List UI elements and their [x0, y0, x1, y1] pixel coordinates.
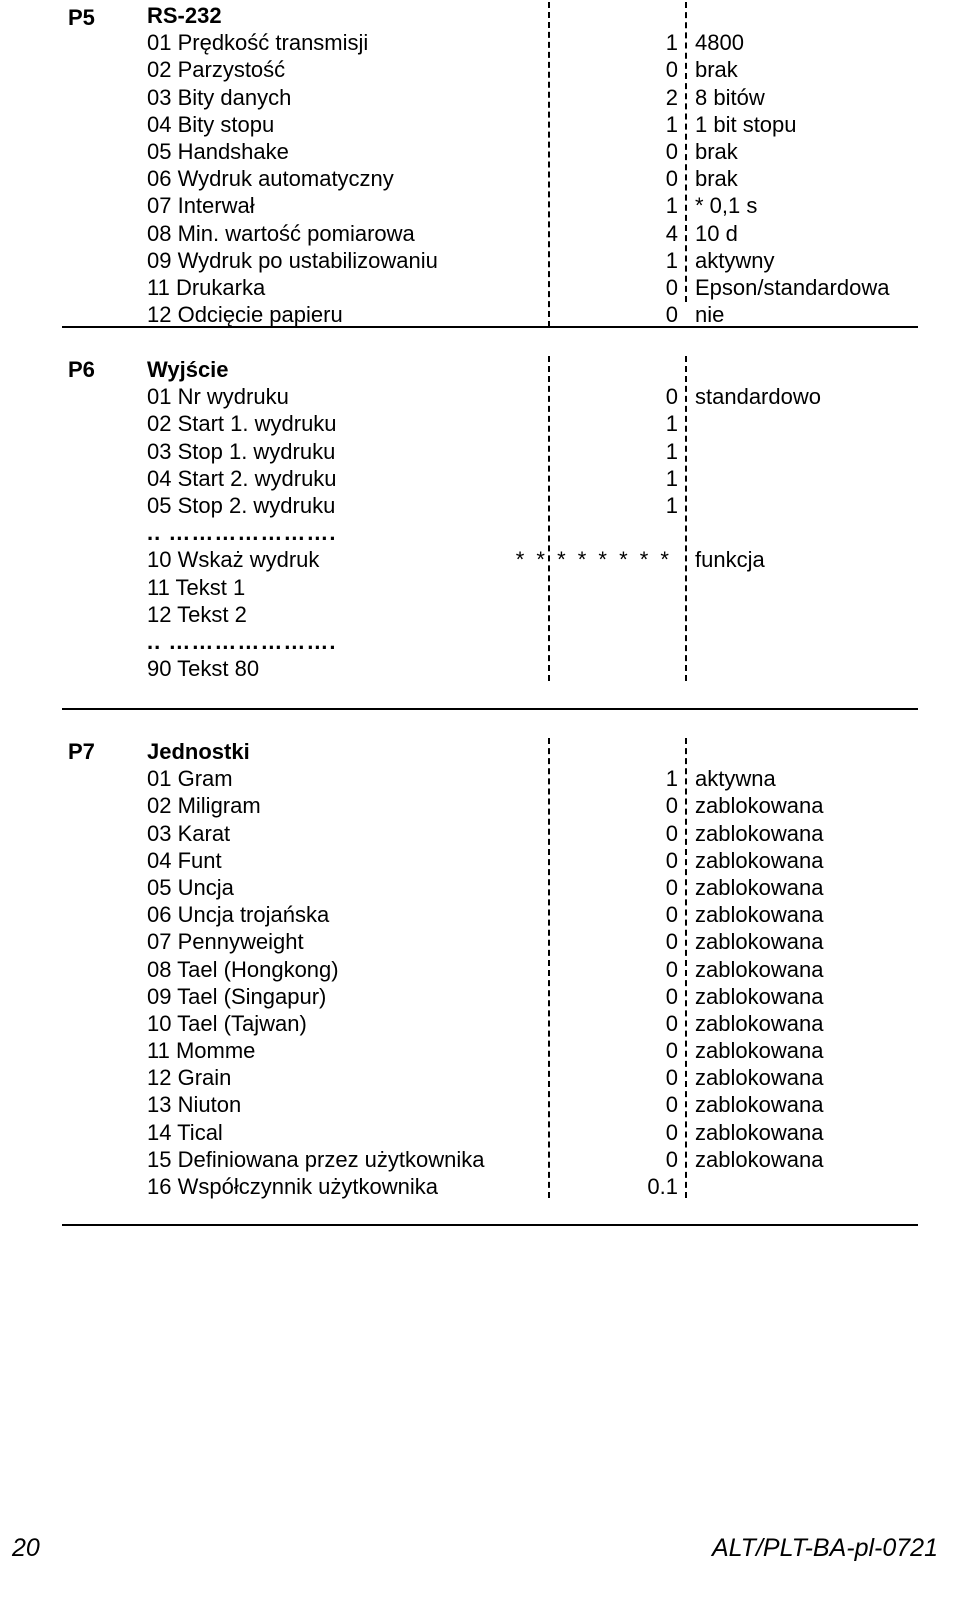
param-label: .. ………………….	[147, 520, 337, 546]
param-description: zablokowana	[695, 956, 824, 982]
param-value: 0	[665, 847, 678, 873]
param-row	[0, 847, 960, 874]
param-row	[0, 383, 960, 410]
param-value: 1	[665, 111, 678, 137]
section-title-row	[0, 738, 960, 765]
section-code: P6	[68, 357, 95, 382]
param-value: 0	[665, 929, 678, 955]
section-code: P5	[68, 5, 95, 30]
param-description: zablokowana	[695, 1092, 824, 1118]
param-label: 12 Odcięcie papieru	[147, 302, 343, 328]
param-row	[0, 1173, 960, 1200]
param-label: 03 Stop 1. wydruku	[147, 438, 336, 464]
param-row	[0, 792, 960, 819]
param-label: .. ………………….	[147, 628, 337, 654]
param-label: 02 Start 1. wydruku	[147, 411, 337, 437]
param-label: 01 Nr wydruku	[147, 384, 289, 410]
page-number: 20	[12, 1534, 40, 1562]
param-value: 0.1	[647, 1174, 678, 1199]
column-divider	[548, 738, 550, 1198]
section-title: Wyjście	[147, 357, 229, 382]
param-row	[0, 1064, 960, 1091]
param-description: brak	[695, 57, 738, 83]
param-label: 01 Gram	[147, 766, 233, 792]
param-value: 0	[665, 983, 678, 1009]
param-row	[0, 628, 960, 655]
param-description: 1 bit stopu	[695, 111, 797, 137]
param-value: 0	[665, 874, 678, 900]
param-value: 0	[665, 384, 678, 410]
param-label: 11 Drukarka	[147, 274, 266, 300]
param-description: aktywna	[695, 766, 776, 792]
param-row	[0, 111, 960, 138]
param-label: 06 Wydruk automatyczny	[147, 166, 394, 192]
param-row	[0, 574, 960, 601]
param-label: 15 Definiowana przez użytkownika	[147, 1146, 485, 1172]
param-row	[0, 247, 960, 274]
param-description: zablokowana	[695, 1038, 824, 1064]
param-label: 12 Tekst 2	[147, 601, 247, 627]
param-list	[0, 356, 960, 682]
param-row	[0, 983, 960, 1010]
param-value: 1	[665, 30, 678, 56]
param-row	[0, 1091, 960, 1118]
section-title-row	[0, 356, 960, 383]
param-value: 0	[665, 902, 678, 928]
param-value: 0	[665, 1065, 678, 1091]
param-value: 1	[665, 492, 678, 518]
param-row	[0, 56, 960, 83]
param-label: 07 Pennyweight	[147, 929, 304, 955]
param-value: 2	[665, 84, 678, 110]
section-divider	[62, 326, 918, 328]
param-value: 0	[665, 57, 678, 83]
param-label: 09 Wydruk po ustabilizowaniu	[147, 247, 438, 273]
param-value: 1	[665, 766, 678, 792]
param-label: 11 Tekst 1	[147, 574, 246, 600]
param-label: 11 Momme	[147, 1038, 256, 1064]
param-description: aktywny	[695, 247, 775, 273]
param-label: 05 Handshake	[147, 138, 289, 164]
param-description: zablokowana	[695, 983, 824, 1009]
param-label: 06 Uncja trojańska	[147, 902, 330, 928]
param-row	[0, 84, 960, 111]
param-value: 0	[665, 793, 678, 819]
param-description: zablokowana	[695, 929, 824, 955]
param-label: 08 Tael (Hongkong)	[147, 956, 339, 982]
section-divider	[62, 708, 918, 710]
param-row	[0, 928, 960, 955]
param-description: zablokowana	[695, 1065, 824, 1091]
param-description: funkcja	[695, 547, 765, 573]
param-label: 03 Bity danych	[147, 84, 292, 110]
param-row	[0, 601, 960, 628]
param-label: 04 Funt	[147, 847, 222, 873]
param-row	[0, 1010, 960, 1037]
param-row	[0, 765, 960, 792]
param-label: 16 Współczynnik użytkownika	[147, 1174, 439, 1199]
param-label: 13 Niuton	[147, 1092, 242, 1118]
section-title: RS-232	[147, 3, 222, 28]
param-row	[0, 1119, 960, 1146]
param-value: 0	[665, 274, 678, 300]
param-label: 08 Min. wartość pomiarowa	[147, 220, 415, 246]
param-description: zablokowana	[695, 902, 824, 928]
param-description: zablokowana	[695, 793, 824, 819]
param-value: 0	[665, 1038, 678, 1064]
param-row	[0, 138, 960, 165]
column-divider	[548, 356, 550, 681]
param-row	[0, 655, 960, 682]
param-value: 0	[665, 1119, 678, 1145]
param-value: 1	[665, 465, 678, 491]
param-row	[0, 165, 960, 192]
param-row	[0, 192, 960, 219]
param-row	[0, 301, 960, 328]
param-value: 0	[665, 138, 678, 164]
section-code: P7	[68, 739, 95, 764]
param-description: Epson/standardowa	[695, 274, 890, 300]
param-description: zablokowana	[695, 820, 824, 846]
param-description: brak	[695, 138, 738, 164]
param-row	[0, 220, 960, 247]
param-label: 07 Interwał	[147, 193, 255, 219]
param-description: 10 d	[695, 220, 738, 246]
param-value: 0	[665, 1010, 678, 1036]
param-description: zablokowana	[695, 847, 824, 873]
param-description: zablokowana	[695, 1119, 824, 1145]
param-row	[0, 820, 960, 847]
param-description: 4800	[695, 30, 744, 56]
column-divider	[685, 356, 687, 681]
param-value: 1	[665, 438, 678, 464]
param-description: zablokowana	[695, 874, 824, 900]
param-row	[0, 546, 960, 573]
param-description: 8 bitów	[695, 84, 765, 110]
param-row	[0, 410, 960, 437]
param-row	[0, 492, 960, 519]
param-label: 14 Tical	[147, 1119, 223, 1145]
param-value: 0	[665, 166, 678, 192]
param-row	[0, 874, 960, 901]
document-id: ALT/PLT-BA-pl-0721	[711, 1534, 938, 1562]
param-label: 05 Stop 2. wydruku	[147, 492, 336, 518]
column-divider	[685, 738, 687, 1198]
param-description: standardowo	[695, 384, 821, 410]
param-label: 12 Grain	[147, 1065, 232, 1091]
param-label: 09 Tael (Singapur)	[147, 983, 327, 1009]
param-label: 02 Miligram	[147, 793, 261, 819]
param-description: brak	[695, 166, 738, 192]
param-value: 0	[665, 302, 678, 328]
param-description: zablokowana	[695, 1010, 824, 1036]
param-label: 03 Karat	[147, 820, 231, 846]
param-row	[0, 519, 960, 546]
param-row	[0, 274, 960, 301]
param-row	[0, 29, 960, 56]
param-label: 04 Start 2. wydruku	[147, 465, 337, 491]
param-row	[0, 1037, 960, 1064]
param-value: 0	[665, 820, 678, 846]
param-value: 1	[665, 411, 678, 437]
param-list	[0, 738, 960, 1200]
param-row	[0, 465, 960, 492]
section-title: Jednostki	[147, 739, 250, 764]
param-value: 1	[665, 193, 678, 219]
param-label: 04 Bity stopu	[147, 111, 275, 137]
param-description: zablokowana	[695, 1146, 824, 1172]
param-row	[0, 1146, 960, 1173]
param-description: nie	[695, 302, 725, 328]
param-row	[0, 901, 960, 928]
param-label: 10 Wskaż wydruk	[147, 547, 320, 573]
param-label: 02 Parzystość	[147, 57, 286, 83]
column-divider	[548, 2, 550, 327]
section-title-row	[0, 2, 960, 29]
param-label: 90 Tekst 80	[147, 656, 260, 682]
param-label: 05 Uncja	[147, 874, 234, 900]
param-value: 0	[665, 1092, 678, 1118]
param-value: 1	[665, 247, 678, 273]
param-row	[0, 956, 960, 983]
param-description: * 0,1 s	[695, 193, 758, 219]
column-divider	[685, 2, 687, 302]
param-value: 0	[665, 1146, 678, 1172]
param-value: * * * * * * * *	[515, 547, 672, 573]
param-row	[0, 438, 960, 465]
param-value: 0	[665, 956, 678, 982]
param-label: 10 Tael (Tajwan)	[147, 1010, 307, 1036]
param-list	[0, 2, 960, 328]
param-label: 01 Prędkość transmisji	[147, 30, 369, 56]
param-value: 4	[665, 220, 678, 246]
section-divider	[62, 1224, 918, 1226]
